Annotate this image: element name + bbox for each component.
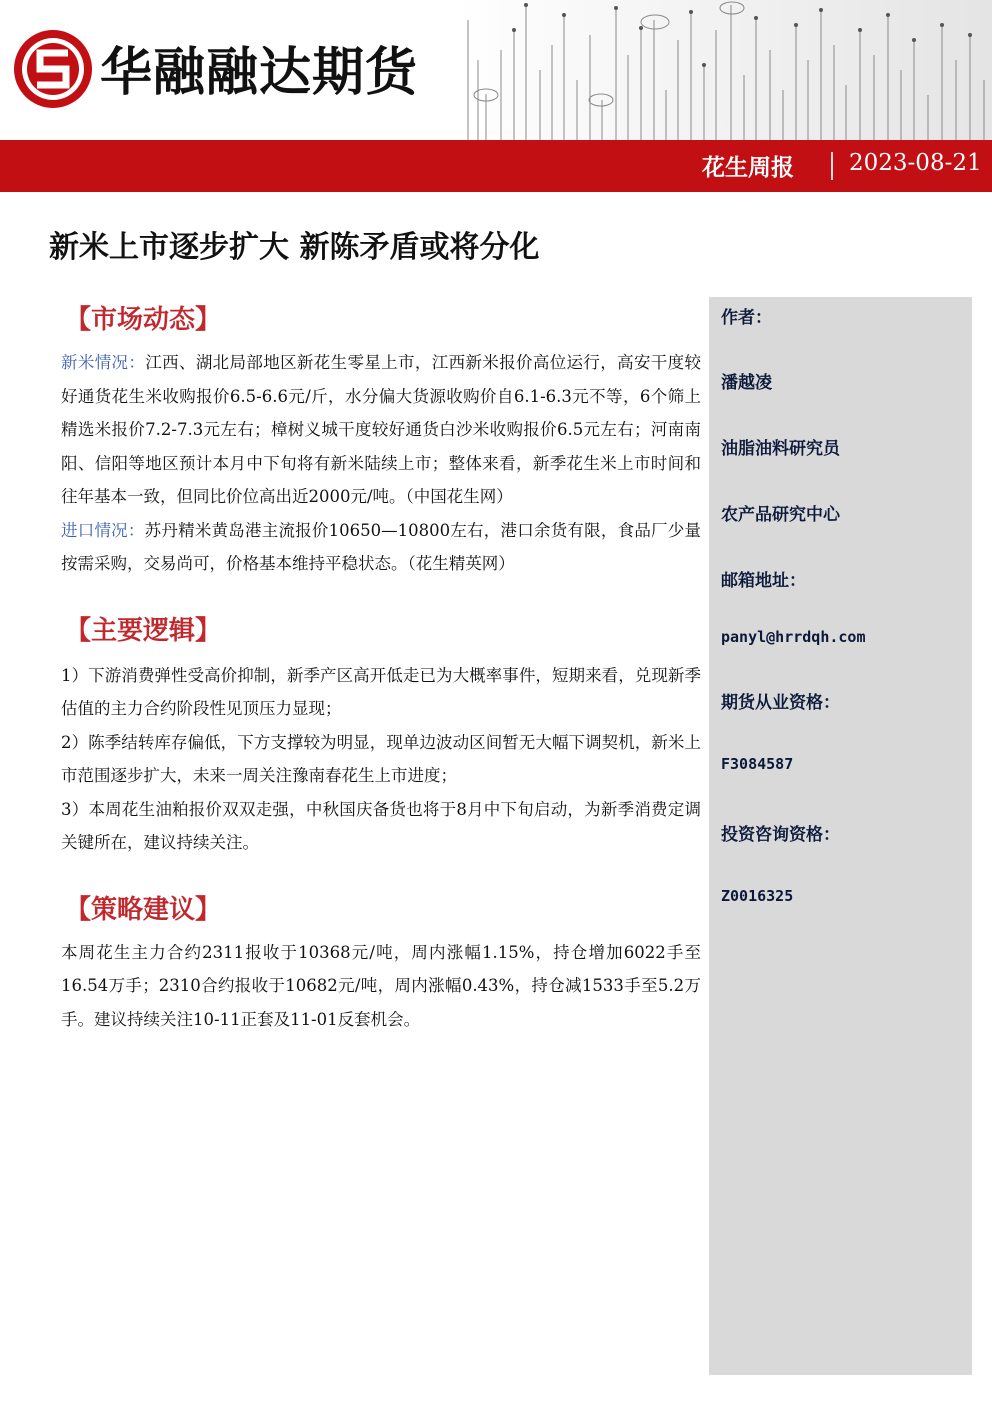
import-label: 进口情况： — [61, 520, 145, 540]
market-paragraph-import — [61, 514, 701, 581]
report-date: 2023-08-21 — [849, 150, 982, 176]
header-red-bar — [0, 140, 992, 192]
author-sidebar — [709, 297, 972, 1375]
company-logo-icon — [12, 28, 94, 110]
futures-qual-label: 期货从业资格： — [721, 693, 840, 713]
header — [0, 0, 992, 140]
logic-heading: 【主要逻辑】 — [65, 615, 222, 646]
report-title: 新米上市逐步扩大 新陈矛盾或将分化 — [49, 230, 540, 265]
report-type: 花生周报 — [702, 155, 794, 181]
logic-item: 3）本周花生油粕报价双双走强，中秋国庆备货也将于8月中下旬启动，为新季消费定调关键所在，建议持续关注。 — [61, 799, 701, 852]
brand-name: 华融融达期货 — [100, 43, 419, 103]
author-label: 作者： — [721, 308, 772, 328]
new-rice-label: 新米情况： — [61, 353, 146, 372]
market-heading: 【市场动态】 — [65, 305, 222, 335]
invest-qual-label: 投资咨询资格： — [721, 825, 840, 845]
department: 农产品研究中心 — [721, 505, 840, 525]
invest-qual-number: Z0016325 — [721, 887, 794, 905]
futures-qual-number: F3084587 — [721, 755, 794, 773]
author-title: 油脂油料研究员 — [721, 439, 840, 459]
logic-item: 1）下游消费弹性受高价抑制，新季产区高开低走已为大概率事件，短期来看，兑现新季估值的主力合约阶段性见顶压力显现； — [61, 665, 701, 718]
main-content — [61, 300, 701, 1036]
import-text: 苏丹精米黄岛港主流报价10650—10800左右，港口余货有限，食品厂少量按需采购，交易尚可，价格基本维持平稳状态。（花生精英网） — [61, 520, 702, 573]
market-paragraph-new-rice — [61, 346, 701, 514]
strategy-heading: 【策略建议】 — [65, 894, 222, 925]
logic-item: 2）陈季结转库存偏低，下方支撑较为明显，现单边波动区间暂无大幅下调契机，新米上市范围逐步扩大，未来一周关注豫南春花生上市进度； — [61, 732, 701, 785]
header-decoration — [456, 0, 992, 140]
strategy-text: 本周花生主力合约2311报收于10368元/吨，周内涨幅1.15%，持仓增加6022手至16.54万手；2310合约报收于10682元/吨，周内涨幅0.43%，持仓减1533手至5.2万手。建议持续关注10-11正套及11-01反套机会。 — [61, 942, 701, 1029]
author-name: 潘越凌 — [721, 373, 772, 393]
new-rice-text: 江西、湖北局部地区新花生零星上市，江西新米报价高位运行，高安干度较好通货花生米收购报价6.5-6.6元/斤，水分偏大货源收购价自6.1-6.3元不等，6个筛上精选米报价7.2-7.3元左右；樟树义城干度较好通货白沙米收购报价6.5元左右；河南南阳、信阳等地区预计本月中下旬将有新米陆续上市；整体来看，新季花生米上市时间和往年基本一致，但同比价位高出近2000元/吨。（中国花生网） — [61, 353, 702, 506]
email-label: 邮箱地址： — [721, 571, 806, 591]
email-link[interactable]: panyl@hrrdqh.com — [721, 628, 866, 646]
header-separator — [831, 152, 833, 180]
